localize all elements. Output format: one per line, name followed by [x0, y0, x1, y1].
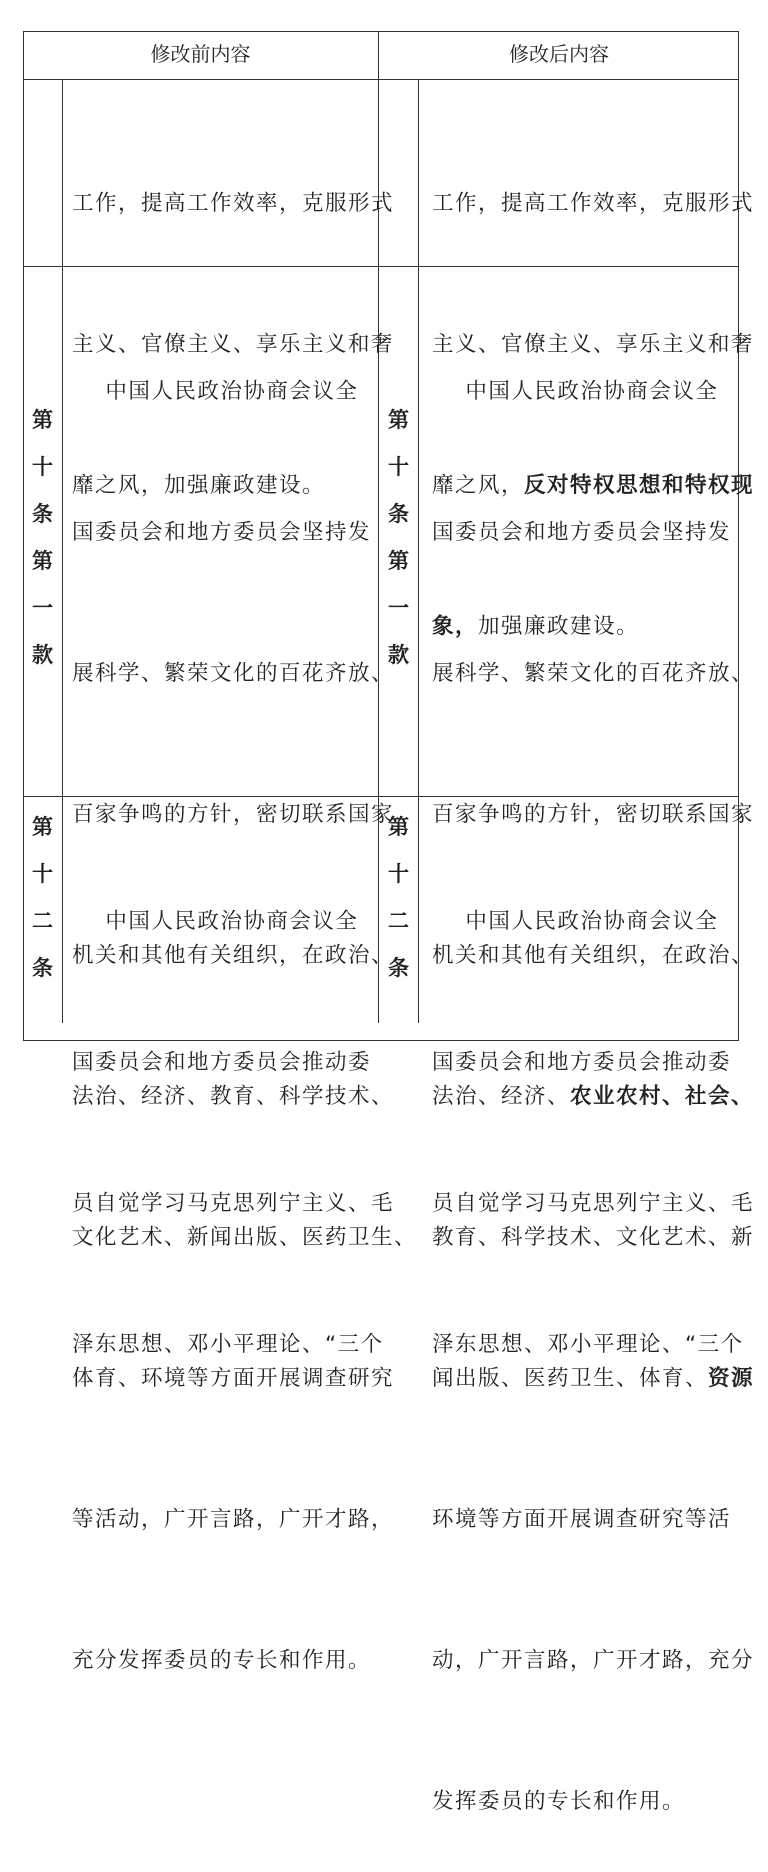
text-line: 百家争鸣的方针，密切联系国家: [72, 802, 395, 827]
text-line: 中国人民政治协商会议全: [72, 379, 359, 404]
text-run: 工作，提高工作效率，克服形式: [432, 191, 755, 216]
text-run: 国委员会和地方委员会推动委: [432, 1050, 732, 1075]
text-line: 国委员会和地方委员会推动委: [72, 1050, 372, 1075]
label-char: 二: [388, 909, 409, 933]
text-line: 靡之风，加强廉政建设。: [72, 473, 326, 498]
label-char: 一: [32, 596, 53, 620]
label-char: 款: [32, 643, 53, 667]
text-line: 泽东思想、邓小平理论、“三个: [72, 1332, 384, 1357]
text-line: [432, 509, 754, 556]
row2-label-before: [23, 397, 62, 679]
text-line: [432, 1321, 754, 1368]
label-char: 条: [388, 502, 409, 526]
text-line: [432, 898, 754, 945]
text-line: [432, 1496, 754, 1543]
divider-right-label: [418, 79, 419, 1023]
text-line: 中国人民政治协商会议全: [72, 909, 359, 934]
divider-left-label: [62, 79, 63, 1023]
label-char: 十: [388, 455, 409, 479]
text-run: 加强廉政建设。: [478, 614, 640, 639]
label-char: 第: [32, 408, 53, 432]
text-run-bold: 资源: [708, 1366, 755, 1391]
label-char: 第: [388, 815, 409, 839]
text-run: 主义、官僚主义、享乐主义和奢: [432, 332, 755, 357]
text-run: 泽东思想、邓小平理论、“三个: [432, 1332, 744, 1357]
text-run: 教育、科学技术、文化艺术、新: [432, 1225, 755, 1250]
text-line: [432, 1039, 754, 1086]
text-line: 文化艺术、新闻出版、医药卫生、: [72, 1225, 418, 1250]
text-run: 中国人民政治协商会议全: [432, 379, 719, 404]
text-run: 员自觉学习马克思列宁主义、毛: [432, 1191, 755, 1216]
text-line: 法治、经济、教育、科学技术、: [72, 1084, 395, 1109]
text-line: [432, 1778, 754, 1825]
text-run: 展科学、繁荣文化的百花齐放、: [432, 661, 755, 686]
label-char: 十: [388, 862, 409, 886]
label-char: 第: [388, 408, 409, 432]
label-char: 款: [388, 643, 409, 667]
text-line: [432, 180, 754, 227]
text-run: 发挥委员的专长和作用。: [432, 1789, 686, 1814]
text-line: 等活动，广开言路，广开才路，: [72, 1507, 395, 1532]
row3-label-before: [23, 804, 62, 992]
text-run-bold: 象，: [432, 614, 479, 639]
text-line: 展科学、繁荣文化的百花齐放、: [72, 661, 395, 686]
text-run: 法治、经济、: [432, 1084, 571, 1109]
text-line: 员自觉学习马克思列宁主义、毛: [72, 1191, 395, 1216]
label-char: 第: [32, 815, 53, 839]
label-char: 十: [32, 455, 53, 479]
text-line: 工作，提高工作效率，克服形式: [72, 191, 395, 216]
text-line: [432, 650, 754, 697]
text-run: 百家争鸣的方针，密切联系国家: [432, 802, 755, 827]
text-run: 机关和其他有关组织，在政治、: [432, 943, 755, 968]
label-char: 第: [388, 549, 409, 573]
label-char: 一: [388, 596, 409, 620]
label-char: 条: [388, 956, 409, 980]
label-char: 条: [32, 956, 53, 980]
header-after: 修改后内容: [509, 42, 609, 66]
header-before: 修改前内容: [150, 42, 251, 66]
text-run: 环境等方面开展调查研究等活: [432, 1507, 732, 1532]
row3-after-text: [432, 804, 754, 1415]
text-line: 机关和其他有关组织，在政治、: [72, 943, 395, 968]
text-run: 国委员会和地方委员会坚持发: [432, 520, 732, 545]
text-run: 动，广开言路，广开才路，充分: [432, 1648, 755, 1673]
divider-header: [23, 79, 739, 80]
label-char: 十: [32, 862, 53, 886]
label-char: 二: [32, 909, 53, 933]
text-line: 国委员会和地方委员会坚持发: [72, 520, 372, 545]
text-line: [432, 1637, 754, 1684]
text-line: 体育、环境等方面开展调查研究: [72, 1366, 395, 1391]
text-line: [432, 1180, 754, 1227]
text-run-bold: 反对特权思想和特权现: [524, 473, 755, 498]
label-char: 条: [32, 502, 53, 526]
label-char: 第: [32, 549, 53, 573]
text-run-bold: 农业农村、社会、: [570, 1084, 755, 1109]
text-line: 充分发挥委员的专长和作用。: [72, 1648, 372, 1673]
text-run: 中国人民政治协商会议全: [432, 909, 719, 934]
text-line: 主义、官僚主义、享乐主义和奢: [72, 332, 395, 357]
text-run: 靡之风，: [432, 473, 525, 498]
text-run: 闻出版、医药卫生、体育、: [432, 1366, 709, 1391]
row3-before-text: [72, 804, 394, 1415]
text-line: [432, 368, 754, 415]
